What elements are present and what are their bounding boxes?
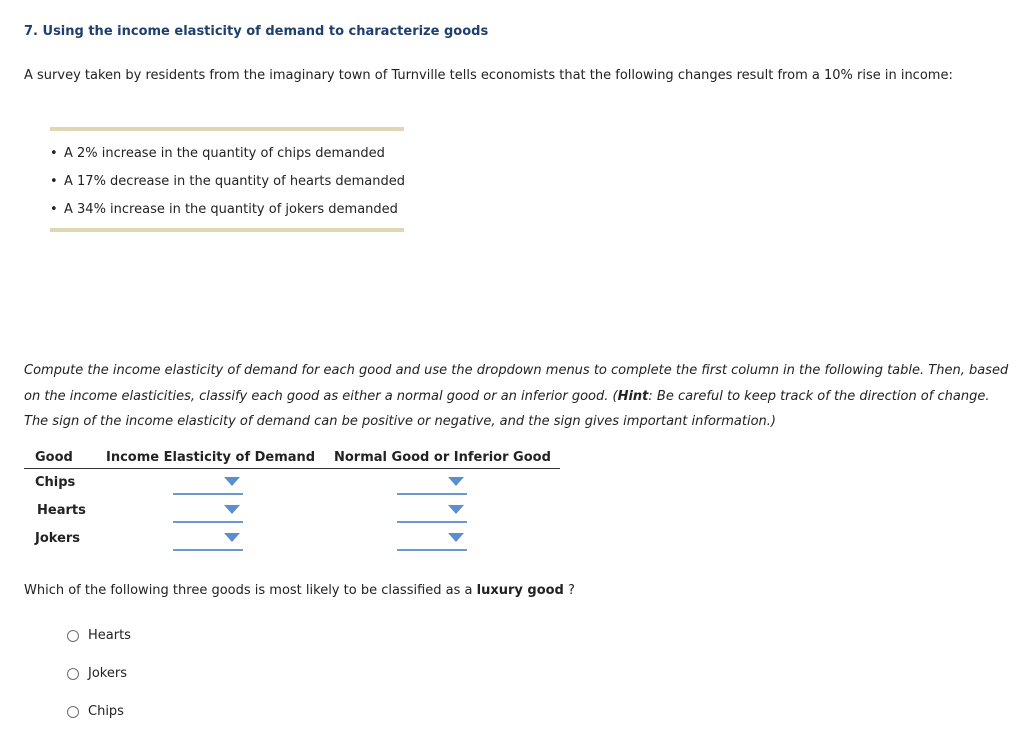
bottom-divider [50,228,404,232]
radio-circle-icon[interactable] [67,668,79,680]
top-divider [50,127,404,131]
good-type-dropdown[interactable] [397,529,467,551]
table-row [24,469,560,497]
good-name: Jokers [35,531,81,546]
instructions-paragraph [24,358,1009,435]
triangle-down-icon [224,533,240,542]
triangle-down-icon [224,477,240,486]
table-row [24,525,560,553]
bullet-text: A 17% decrease in the quantity of hearts demanded [64,174,405,189]
bullet-item [50,196,405,224]
instructions-part2: : Be careful to keep track of the direction of change. The sign of the income elasticity of demand can be positive or negative, and the sign gives important information.) [24,388,990,429]
luxury-prompt-before: Which of the following three goods is most likely to be classified as a [24,583,477,598]
header-good: Good [35,450,73,465]
radio-circle-icon[interactable] [67,706,79,718]
triangle-down-icon [448,505,464,514]
table-row [24,497,560,525]
bullet-item [50,140,405,168]
bullet-item [50,168,405,196]
bullet-text: A 2% increase in the quantity of chips demanded [64,146,385,161]
good-type-dropdown[interactable] [397,473,467,495]
radio-circle-icon[interactable] [67,630,79,642]
triangle-down-icon [224,505,240,514]
bullet-list [50,140,405,224]
hint-label: Hint [617,388,649,404]
good-name: Chips [35,475,76,490]
elasticity-dropdown[interactable] [173,501,243,523]
bullet-text: A 34% increase in the quantity of jokers demanded [64,202,398,217]
header-elasticity: Income Elasticity of Demand [106,450,316,465]
radio-label: Hearts [88,628,131,643]
triangle-down-icon [448,533,464,542]
question-intro: A survey taken by residents from the imaginary town of Turnville tells economists that the following changes result from a 10% rise in income: [24,68,953,83]
bullet-dot-icon: • [50,174,58,189]
good-type-dropdown[interactable] [397,501,467,523]
good-name: Hearts [37,503,86,518]
radio-option-hearts[interactable] [67,628,131,643]
elasticity-table [24,448,560,553]
question-title: 7. Using the income elasticity of demand to characterize goods [24,24,489,39]
triangle-down-icon [448,477,464,486]
elasticity-dropdown[interactable] [173,473,243,495]
elasticity-dropdown[interactable] [173,529,243,551]
header-type: Normal Good or Inferior Good [334,450,551,465]
radio-option-chips[interactable] [67,704,124,719]
radio-label: Jokers [88,666,127,681]
luxury-prompt-after: ? [563,583,575,598]
luxury-question [24,583,575,598]
radio-option-jokers[interactable] [67,666,127,681]
luxury-prompt-bold: luxury good [476,583,564,598]
instructions-part1: Compute the income elasticity of demand for each good and use the dropdown menus to complete the first column in the following table. Then, based on the income elasticities, classify each good as either a normal good or an inferior good. ( [24,363,1009,404]
table-header [24,448,560,469]
bullet-dot-icon: • [50,202,58,217]
bullet-dot-icon: • [50,146,58,161]
radio-label: Chips [88,704,124,719]
